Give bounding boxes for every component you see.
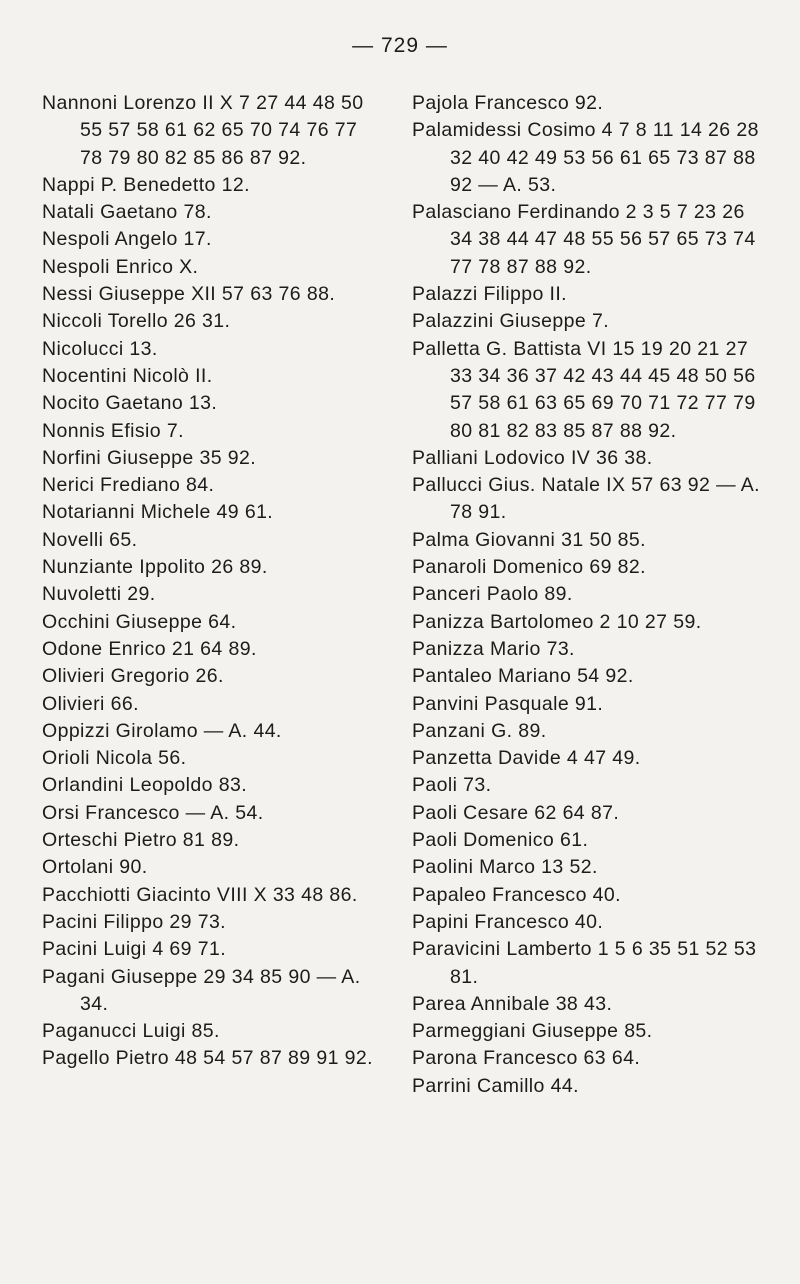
index-entry: Nappi P. Benedetto 12. xyxy=(42,173,250,196)
index-entry: Palamidessi Cosimo 4 7 8 11 14 26 28 32 40 42 49 53 56 61 65 73 87 88 92 — A. 53. xyxy=(412,119,759,196)
index-entry: Paganucci Luigi 85. xyxy=(42,1020,220,1043)
index-entry: Palazzi Filippo II. xyxy=(412,283,567,306)
index-entry: Olivieri 66. xyxy=(42,692,139,715)
index-entry: Panceri Paolo 89. xyxy=(412,583,573,606)
index-entry: Parmeggiani Giuseppe 85. xyxy=(412,1020,653,1043)
index-entry: Nicolucci 13. xyxy=(42,337,158,360)
index-entry: Pagello Pietro 48 54 57 87 89 91 92. xyxy=(42,1047,373,1070)
index-entry: Palma Giovanni 31 50 85. xyxy=(412,528,646,551)
index-entry: Panizza Bartolomeo 2 10 27 59. xyxy=(412,610,702,633)
index-entry: Pajola Francesco 92. xyxy=(412,92,604,114)
index-entry: Parrini Camillo 44. xyxy=(412,1074,579,1097)
index-entry: Panzetta Davide 4 47 49. xyxy=(412,747,641,770)
index-entry: Paoli Cesare 62 64 87. xyxy=(412,801,620,824)
index-column-left xyxy=(42,90,380,1073)
index-entry: Paolini Marco 13 52. xyxy=(412,856,598,879)
index-entry: Olivieri Gregorio 26. xyxy=(42,665,224,688)
index-entry: Panizza Mario 73. xyxy=(412,637,575,660)
index-entry: Papini Francesco 40. xyxy=(412,910,604,933)
index-entry: Pacchiotti Giacinto VIII X 33 48 86. xyxy=(42,883,358,906)
page-number: — 729 — xyxy=(352,34,448,57)
index-entry: Palliani Lodovico IV 36 38. xyxy=(412,446,653,469)
index-entry: Panaroli Domenico 69 82. xyxy=(412,556,646,579)
index-entry: Oppizzi Girolamo — A. 44. xyxy=(42,719,282,742)
index-entry: Nespoli Enrico X. xyxy=(42,255,199,278)
index-entry: Palasciano Ferdinando 2 3 5 7 23 26 34 38 44 47 48 55 56 57 65 73 74 77 78 87 88 92. xyxy=(412,201,756,278)
index-entry: Palletta G. Battista VI 15 19 20 21 27 33 34 36 37 42 43 44 45 48 50 56 57 58 61 63 65 69 70 71 72 77 79 80 81 82 83 85 87 88 92. xyxy=(412,337,756,442)
index-column-right xyxy=(412,90,762,1100)
index-entry: Nocentini Nicolò II. xyxy=(42,364,213,387)
index-entry: Pantaleo Mariano 54 92. xyxy=(412,665,634,688)
index-entry: Pacini Luigi 4 69 71. xyxy=(42,938,227,961)
index-entry: Ortolani 90. xyxy=(42,856,148,879)
index-entry: Pallucci Gius. Natale IX 57 63 92 — A. 78 91. xyxy=(412,474,760,524)
index-entry: Nerici Frediano 84. xyxy=(42,474,215,497)
index-entry: Pagani Giuseppe 29 34 85 90 — A. 34. xyxy=(42,965,361,1015)
index-entry: Parea Annibale 38 43. xyxy=(412,992,613,1015)
index-entry: Norfini Giuseppe 35 92. xyxy=(42,446,257,469)
index-entry: Pacini Filippo 29 73. xyxy=(42,910,227,933)
index-entry: Nannoni Lorenzo II X 7 27 44 48 50 55 57 58 61 62 65 70 74 76 77 78 79 80 82 85 86 87 92. xyxy=(42,92,364,169)
index-entry: Natali Gaetano 78. xyxy=(42,201,212,224)
index-entry: Panvini Pasquale 91. xyxy=(412,692,604,715)
index-entry: Orioli Nicola 56. xyxy=(42,747,187,770)
index-entry: Novelli 65. xyxy=(42,528,138,551)
index-entry: Notarianni Michele 49 61. xyxy=(42,501,274,524)
index-entry: Nuvoletti 29. xyxy=(42,583,156,606)
index-entry: Nespoli Angelo 17. xyxy=(42,228,212,251)
index-entry: Odone Enrico 21 64 89. xyxy=(42,637,257,660)
index-entry: Paravicini Lamberto 1 5 6 35 51 52 53 81. xyxy=(412,938,757,988)
index-entry: Nocito Gaetano 13. xyxy=(42,392,218,415)
index-entry: Parona Francesco 63 64. xyxy=(412,1047,641,1070)
index-entry: Nonnis Efisio 7. xyxy=(42,419,184,442)
index-entry: Nunziante Ippolito 26 89. xyxy=(42,556,268,579)
index-entry: Palazzini Giuseppe 7. xyxy=(412,310,610,333)
index-entry: Paoli Domenico 61. xyxy=(412,829,589,852)
index-entry: Orlandini Leopoldo 83. xyxy=(42,774,248,797)
index-entry: Panzani G. 89. xyxy=(412,719,547,742)
index-entry: Orteschi Pietro 81 89. xyxy=(42,829,240,852)
index-entry: Occhini Giuseppe 64. xyxy=(42,610,237,633)
index-entry: Papaleo Francesco 40. xyxy=(412,883,621,906)
index-entry: Paoli 73. xyxy=(412,774,492,797)
index-entry: Niccoli Torello 26 31. xyxy=(42,310,231,333)
index-entry: Nessi Giuseppe XII 57 63 76 88. xyxy=(42,283,336,306)
index-entry: Orsi Francesco — A. 54. xyxy=(42,801,264,824)
